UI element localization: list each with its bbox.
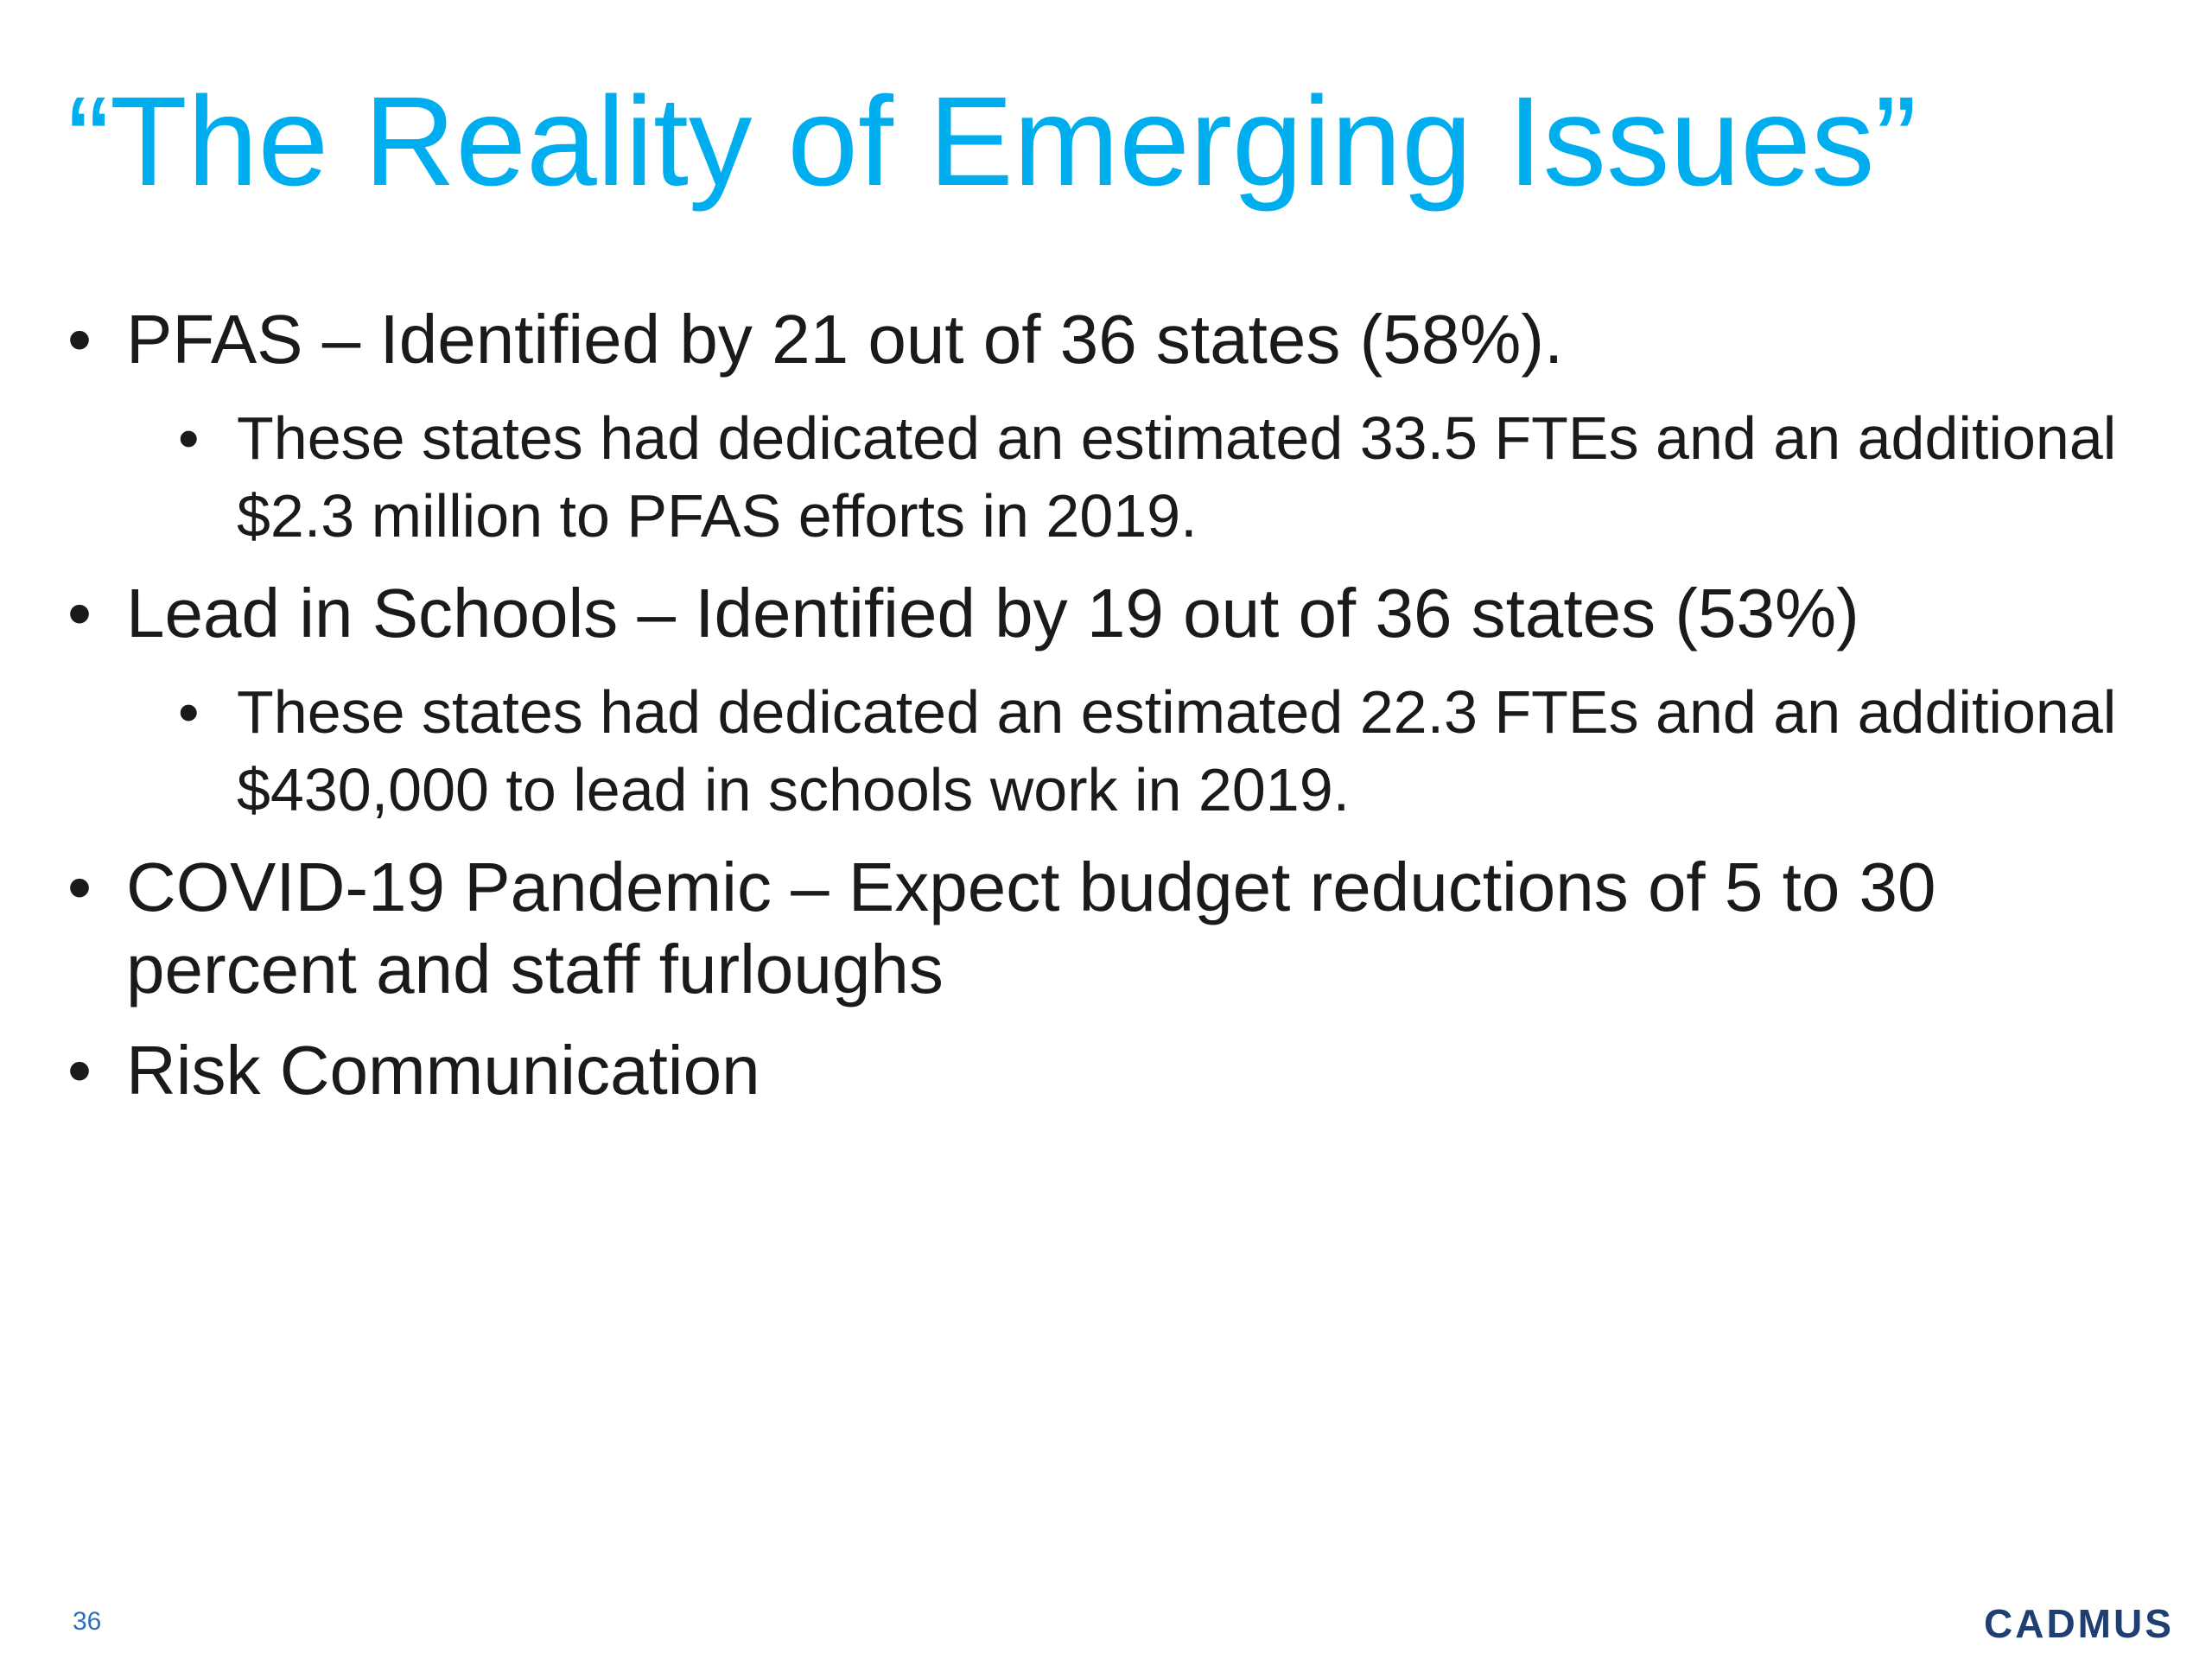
bullet-text: COVID-19 Pandemic – Expect budget reductions of 5 to 30 percent and staff furloughs <box>126 849 1936 1007</box>
bullet-text: Risk Communication <box>126 1032 760 1109</box>
bullet-icon: • <box>67 575 92 652</box>
bullet-icon: • <box>178 404 200 472</box>
bullet-item-pfas <box>67 298 2124 380</box>
bullet-text: Lead in Schools – Identified by 19 out of 36 states (53%) <box>126 575 1859 652</box>
bullet-icon: • <box>67 1032 92 1109</box>
bullet-icon: • <box>178 678 200 746</box>
cadmus-logo: CADMUS <box>1984 1601 2174 1646</box>
bullet-item-covid-19 <box>67 846 2124 1010</box>
bullet-text: PFAS – Identified by 21 out of 36 states (58%). <box>126 301 1564 378</box>
bullet-icon: • <box>67 301 92 378</box>
bullet-icon: • <box>67 849 92 925</box>
sub-bullet-text: These states had dedicated an estimated 22.3 FTEs and an additional $430,000 to lead in schools work in 2019. <box>237 678 2117 823</box>
sub-bullet-item-lead-funding <box>67 673 2124 829</box>
page-number: 36 <box>73 1607 102 1636</box>
bullet-list <box>67 298 2124 1130</box>
slide-title: “The Reality of Emerging Issues” <box>67 71 1917 213</box>
sub-bullet-text: These states had dedicated an estimated 33.5 FTEs and an additional $2.3 million to PFAS efforts in 2019. <box>237 404 2117 550</box>
sub-bullet-item-pfas-funding <box>67 399 2124 555</box>
bullet-item-risk-communication <box>67 1029 2124 1111</box>
bullet-item-lead-in-schools <box>67 572 2124 654</box>
